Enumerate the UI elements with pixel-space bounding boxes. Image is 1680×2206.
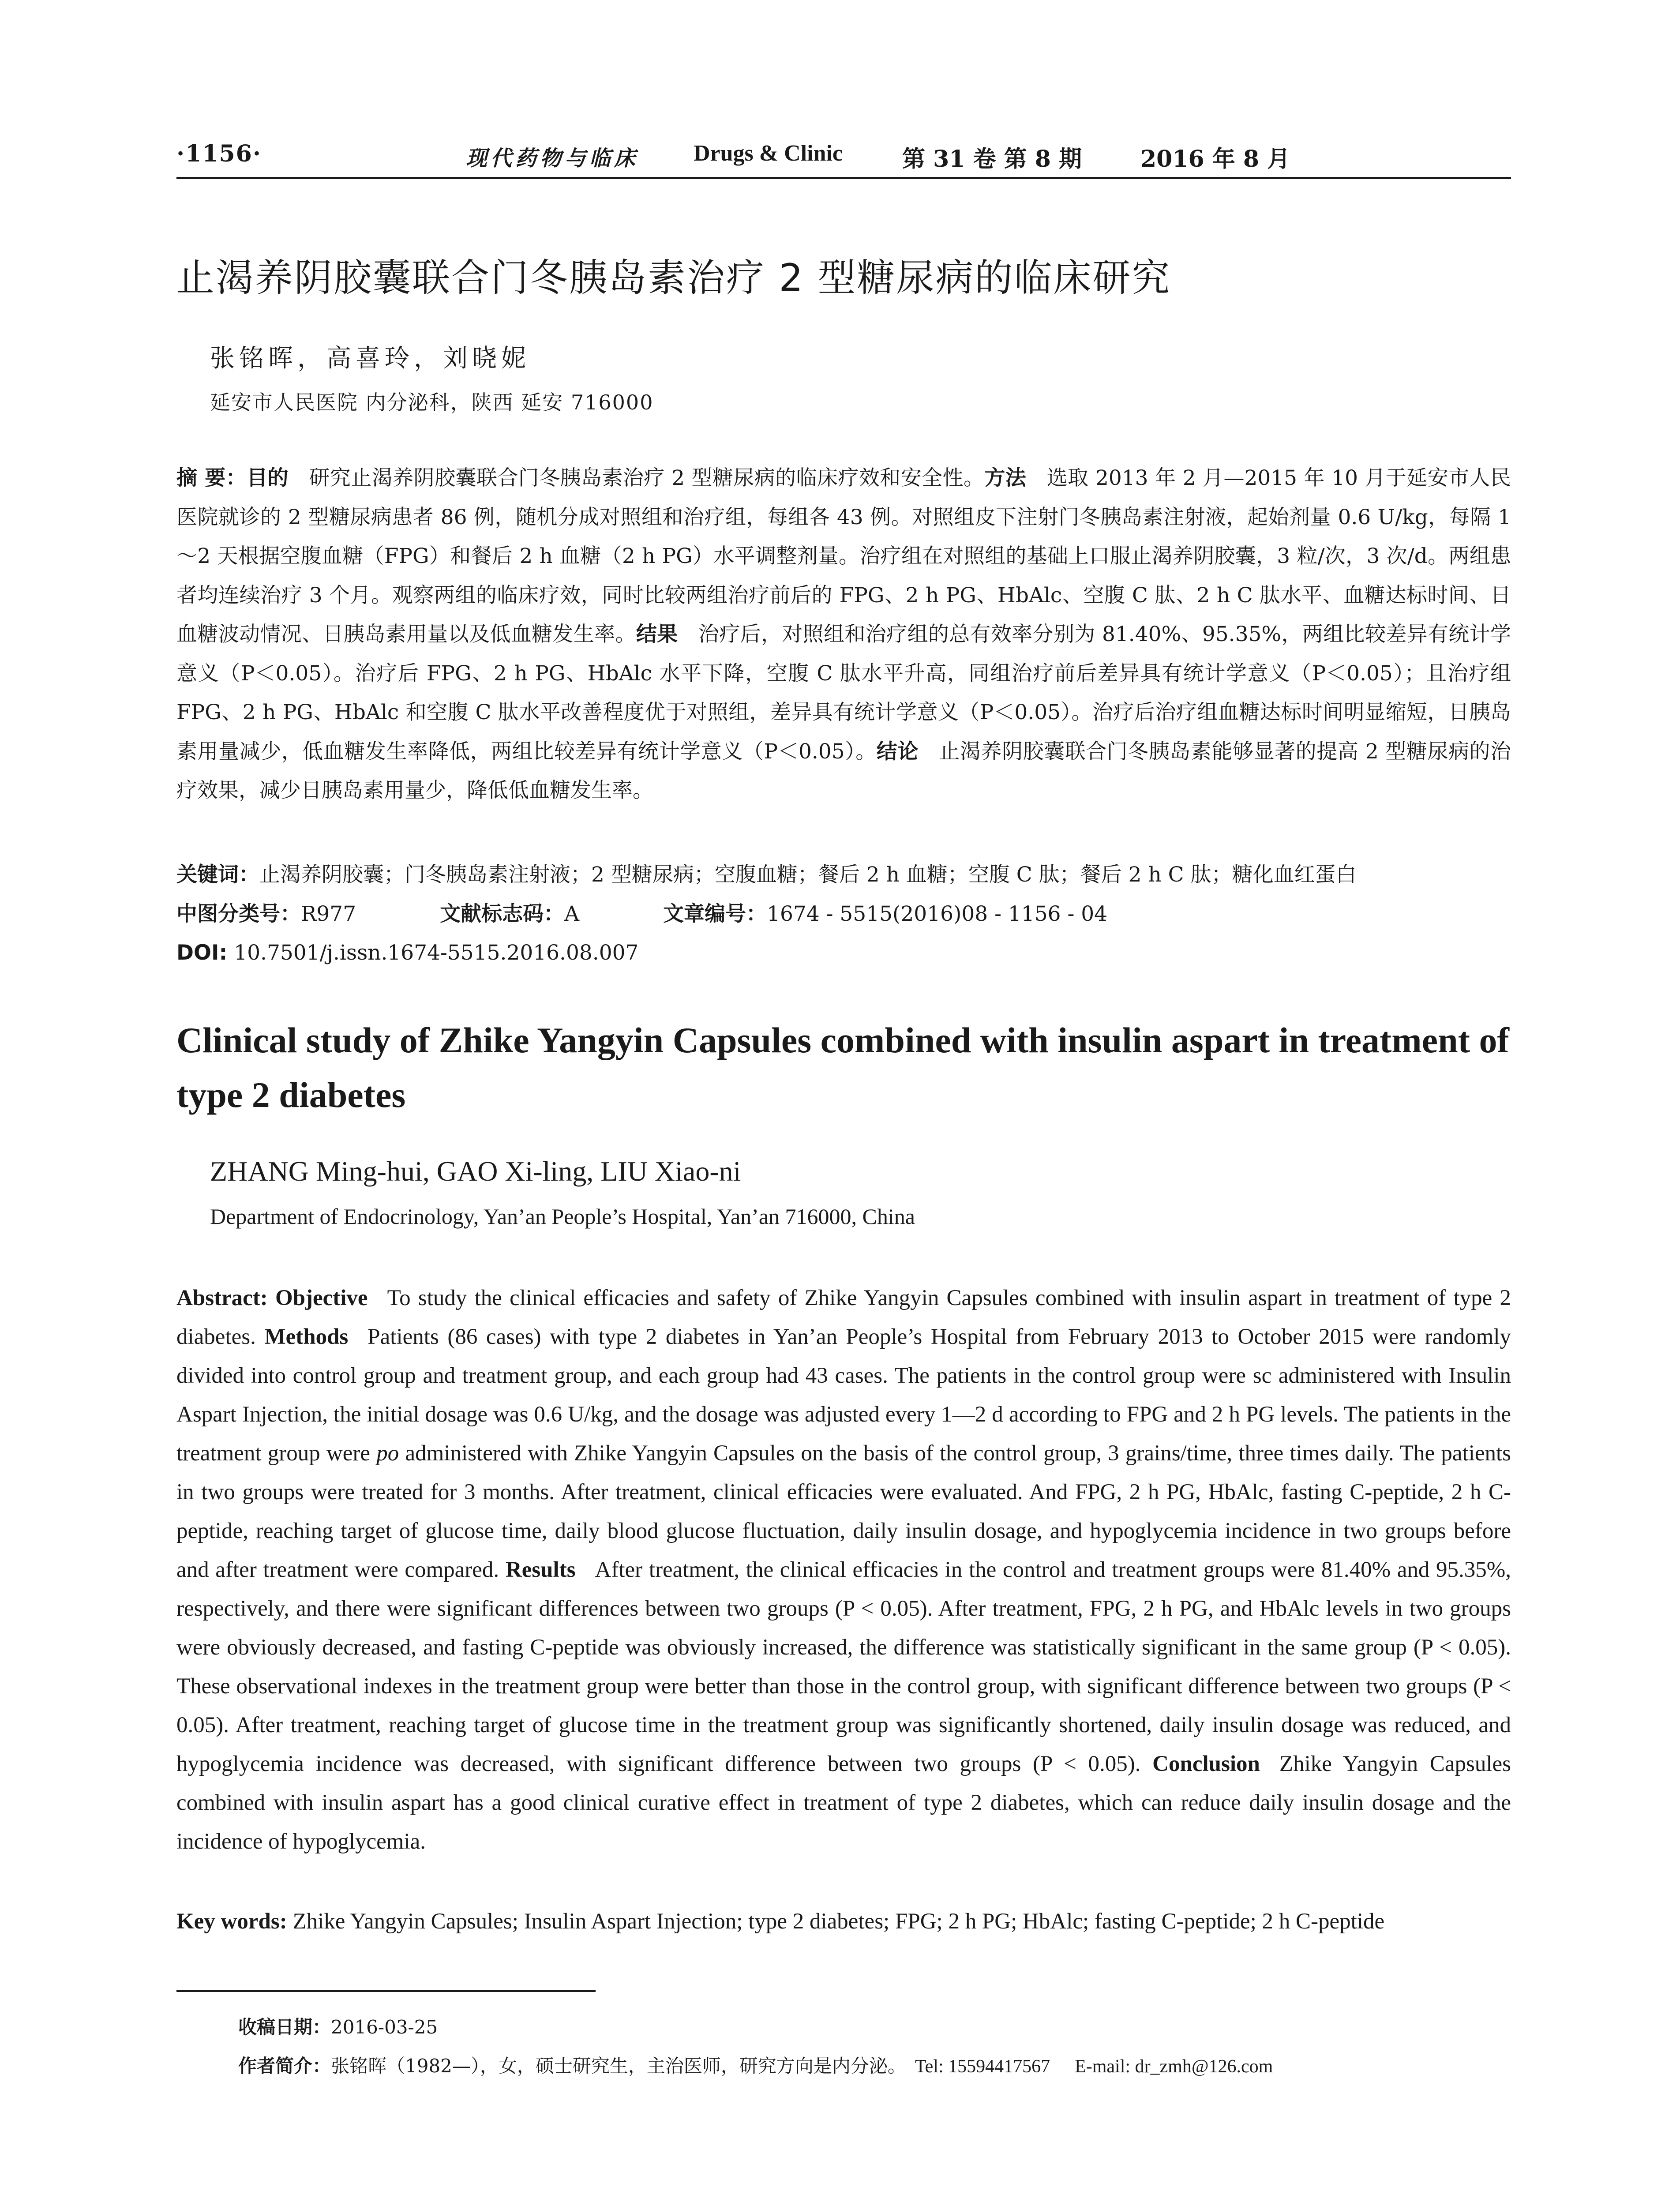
results-label-cn: 结果	[636, 622, 678, 646]
affiliation-cn: 延安市人民医院 内分泌科，陕西 延安 716000	[210, 390, 654, 414]
clc-label: 中图分类号：	[176, 902, 301, 926]
journal-title-cn: 现代药物与临床	[466, 146, 639, 171]
abstract-label-en: Abstract:	[176, 1286, 268, 1310]
methods-text-en-2: administered with Zhike Yangyin Capsules on the basis of the control group, 3 grains/time, three times daily. The patients in two groups were treated for 3 months. After treatment, clinical efficacies were evaluated. And FPG, 2 h PG, HbAlc, fasting C-peptide, 2 h C-peptide, reaching target of glucose time, daily blood glucose fluctuation, daily insulin dosage, and hypoglycemia incidence in two groups before and after treatment were compared.	[176, 1441, 1511, 1582]
keywords-text-en: Zhike Yangyin Capsules; Insulin Aspart Injection; type 2 diabetes; FPG; 2 h PG; HbAlc; fasting C-peptide; 2 h C-peptide	[292, 1909, 1385, 1934]
received-label: 收稿日期：	[238, 2016, 331, 2038]
objective-text-en: To study the clinical efficacies and safety of Zhike Yangyin Capsules combined with insulin aspart in treatment of type 2 diabetes.	[176, 1286, 1511, 1349]
objective-text-cn: 研究止渴养阴胶囊联合门冬胰岛素治疗 2 型糖尿病的临床疗效和安全性。	[308, 466, 985, 490]
issue-date: 2016 年 8 月	[1140, 146, 1290, 173]
objective-label-cn: 目的	[247, 466, 289, 490]
methods-po: po	[376, 1441, 399, 1466]
article-no-label: 文章编号：	[663, 902, 767, 926]
results-text-cn: 治疗后，对照组和治疗组的总有效率分别为 81.40%、95.35%，两组比较差异有统计学意义（P＜0.05）。治疗后 FPG、2 h PG、HbAlc 水平下降，空腹 C 肽水平升高，同组治疗前后差异具有统计学意义（P＜0.05）；且治疗组 FPG、2 h PG、HbAlc 和空腹 C 肽水平改善程度优于对照组，差异具有统计学意义（P＜0.05）。治疗后治疗组血糖达标时间明显缩短，日胰岛素用量减少，低血糖发生率降低，两组比较差异有统计学意义（P＜0.05）。	[176, 622, 1511, 764]
methods-text-en-1: Patients (86 cases) with type 2 diabetes in Yan’an People’s Hospital from February 2013 to October 2015 were randomly divided into control group and treatment group, and each group had 43 cases. The patients in the control group were sc administered with Insulin Aspart Injection, the initial dosage was 0.6 U/kg, and the dosage was adjusted every 1—2 d according to FPG and 2 h PG levels. The patients in the treatment group were	[176, 1324, 1511, 1466]
footnote-rule	[176, 1990, 596, 1992]
objective-label-en: Objective	[275, 1286, 368, 1310]
conclusion-text-en: Zhike Yangyin Capsules combined with insulin aspart has a good clinical curative effect in treatment of type 2 diabetes, which can reduce daily insulin dosage and the incidence of hypoglycemia.	[176, 1752, 1511, 1854]
authors-en: ZHANG Ming-hui, GAO Xi-ling, LIU Xiao-ni	[210, 1156, 741, 1187]
authors-cn: 张铭晖，高喜玲，刘晓妮	[210, 344, 530, 373]
doi-line	[176, 940, 638, 966]
doc-code-label: 文献标志码：	[440, 902, 565, 926]
author-email[interactable]: E-mail: dr_zmh@126.com	[1075, 2056, 1273, 2077]
abstract-en	[176, 1279, 1511, 1861]
received-value: 2016-03-25	[331, 2016, 438, 2038]
volume-issue: 第 31 卷 第 8 期	[902, 146, 1082, 173]
abstract-label-cn: 摘 要：	[176, 466, 247, 490]
doi-label: DOI:	[176, 941, 228, 965]
article-title-cn: 止渴养阴胶囊联合门冬胰岛素治疗 2 型糖尿病的临床研究	[176, 256, 1171, 300]
author-tel: Tel: 15594417567	[915, 2056, 1050, 2077]
classification-line	[176, 901, 1107, 927]
page-number: ·1156·	[176, 140, 262, 167]
keywords-cn	[176, 862, 1357, 888]
conclusion-label-en: Conclusion	[1152, 1752, 1260, 1776]
journal-title-en: Drugs & Clinic	[694, 141, 843, 166]
doi-link[interactable]: 10.7501/j.issn.1674-5515.2016.08.007	[234, 941, 639, 965]
doc-code-value: A	[564, 902, 580, 926]
keywords-text-cn: 止渴养阴胶囊；门冬胰岛素注射液；2 型糖尿病；空腹血糖；餐后 2 h 血糖；空腹 C 肽；餐后 2 h C 肽；糖化血红蛋白	[259, 863, 1357, 887]
bio-text: 张铭晖（1982—），女，硕士研究生，主治医师，研究方向是内分泌。	[331, 2055, 906, 2077]
received-date	[238, 2015, 438, 2040]
methods-text-cn: 选取 2013 年 2 月—2015 年 10 月于延安市人民医院就诊的 2 型糖尿病患者 86 例，随机分成对照组和治疗组，每组各 43 例。对照组皮下注射门冬胰岛素注射液，起始剂量 0.6 U/kg，每隔 1～2 天根据空腹血糖（FPG）和餐后 2 h 血糖（2 h PG）水平调整剂量。治疗组在对照组的基础上口服止渴养阴胶囊，3 粒/次，3 次/d。两组患者均连续治疗 3 个月。观察两组的临床疗效，同时比较两组治疗前后的 FPG、2 h PG、HbAlc、空腹 C 肽、2 h C 肽水平、血糖达标时间、日血糖波动情况、日胰岛素用量以及低血糖发生率。	[176, 466, 1511, 646]
clc-value: R977	[301, 902, 356, 926]
article-no-value: 1674 - 5515(2016)08 - 1156 - 04	[767, 902, 1108, 926]
header-rule	[176, 177, 1511, 179]
conclusion-text-cn: 止渴养阴胶囊联合门冬胰岛素能够显著的提高 2 型糖尿病的治疗效果，减少日胰岛素用量少，降低低血糖发生率。	[176, 739, 1511, 803]
conclusion-label-cn: 结论	[876, 739, 919, 764]
bio-label: 作者简介：	[238, 2055, 331, 2077]
results-text-en: After treatment, the clinical efficacies in the control and treatment groups were 81.40% and 95.35%, respectively, and there were significant differences between two groups (P < 0.05). After treatment, FPG, 2 h PG, and HbAlc levels in two groups were obviously decreased, and fasting C-peptide was obviously increased, the difference was statistically significant in the same group (P < 0.05). These observational indexes in the treatment group were better than those in the control group, with significant difference between two groups (P < 0.05). After treatment, reaching target of glucose time in the treatment group was significantly shortened, daily insulin dosage was reduced, and hypoglycemia incidence was decreased, with significant difference between two groups (P < 0.05).	[176, 1557, 1511, 1776]
methods-label-cn: 方法	[984, 466, 1027, 490]
results-label-en: Results	[505, 1557, 576, 1582]
affiliation-en: Department of Endocrinology, Yan’an People’s Hospital, Yan’an 716000, China	[210, 1204, 915, 1229]
keywords-en	[176, 1909, 1511, 1934]
author-bio	[238, 2054, 1273, 2079]
article-title-en: Clinical study of Zhike Yangyin Capsules combined with insulin aspart in treatment of type 2 diabetes	[176, 1020, 1509, 1115]
methods-label-en: Methods	[264, 1324, 349, 1349]
keywords-label-cn: 关键词：	[176, 863, 259, 887]
keywords-label-en: Key words:	[176, 1909, 287, 1934]
abstract-cn	[176, 459, 1511, 810]
